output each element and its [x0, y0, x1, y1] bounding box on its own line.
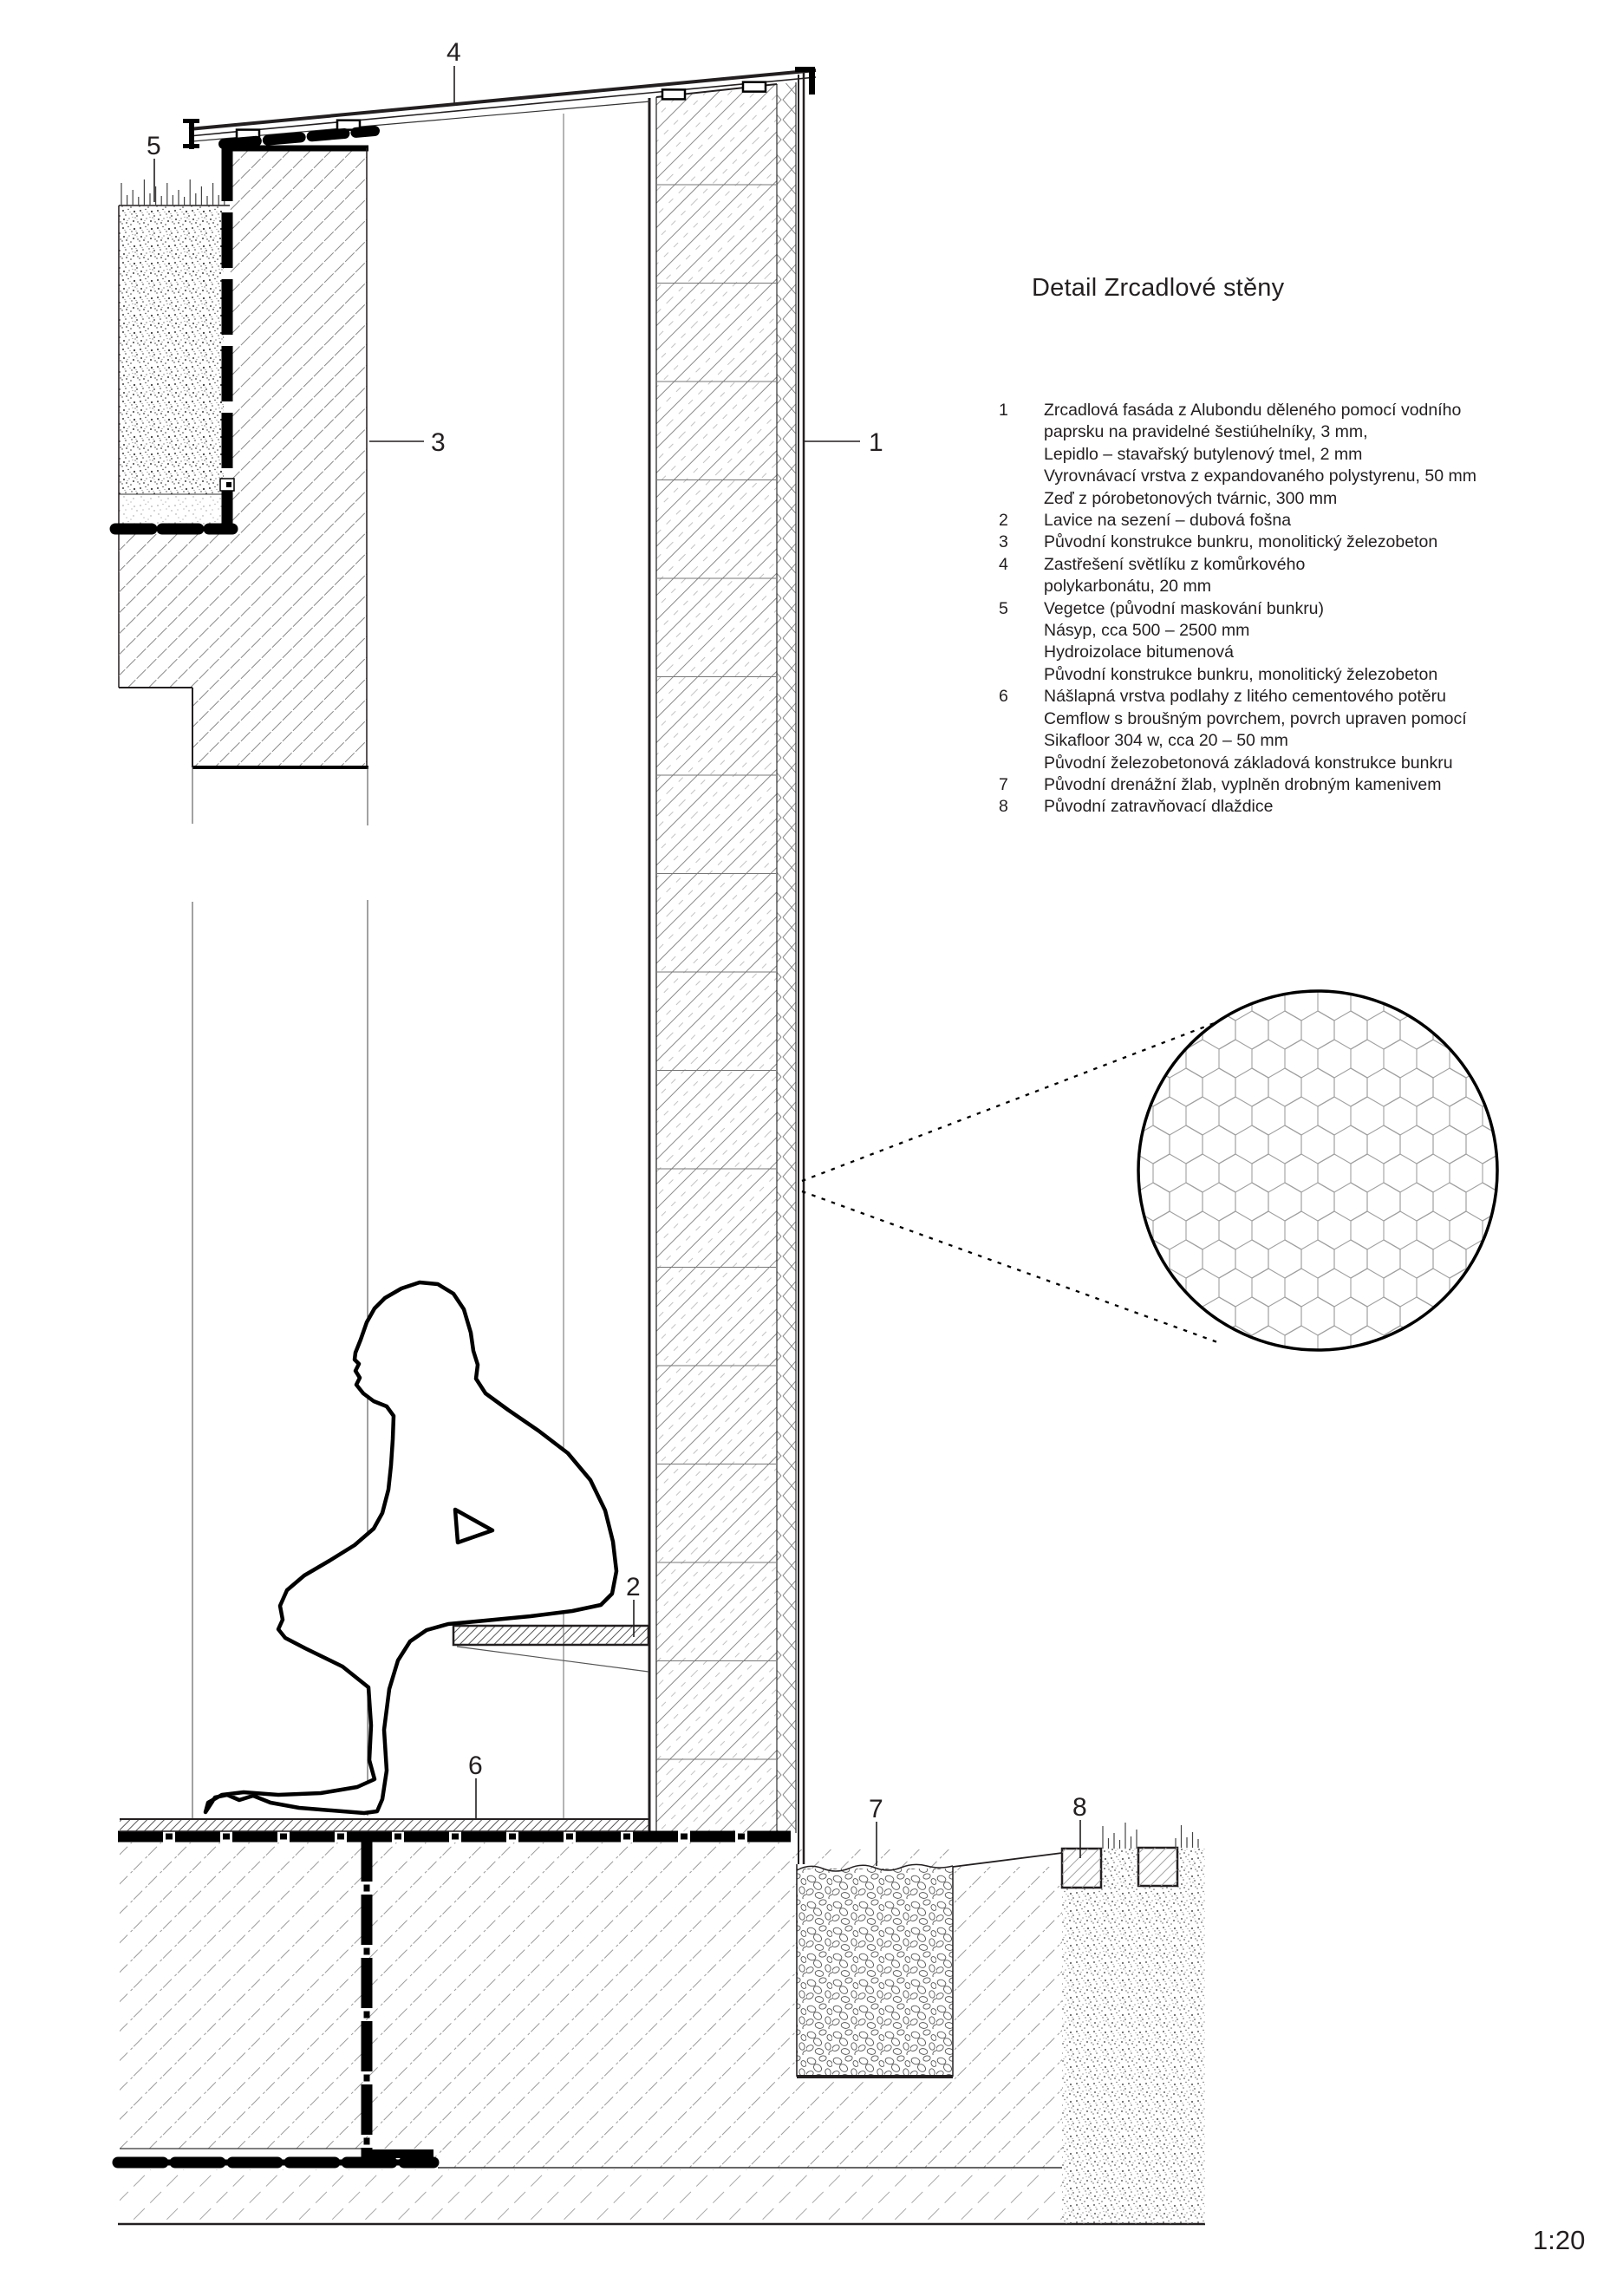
marker-4: 4: [446, 38, 461, 67]
legend-item-text: Zrcadlová fasáda z Alubondu děleného pomocí vodního paprsku na pravidelné šestiúhelníky, 3 mm, Lepidlo – stavařský butylenový tmel, 2 mm Vyrovnávací vrstva z expandovaného polystyrenu, 50 mm Zeď z pórobetonových tvárnic, 300 mm: [1044, 401, 1476, 508]
drawing-title: Detail Zrcadlové stěny: [1032, 274, 1285, 302]
legend-item-number: 8: [999, 797, 1008, 817]
marker-5: 5: [147, 132, 161, 160]
hexagon-detail-callout: [802, 991, 1497, 1350]
legend-item: [999, 554, 1610, 598]
hexagon-facade-detail-circle: [1138, 991, 1497, 1350]
legend-item: [999, 510, 1610, 532]
legend-item-text: Původní zatravňovací dlaždice: [1044, 797, 1274, 817]
legend-item-number: 6: [999, 687, 1008, 707]
legend-item-text: Lavice na sezení – dubová fošna: [1044, 511, 1292, 531]
legend-item: [999, 796, 1610, 818]
grass-pavers: [1062, 1823, 1205, 2224]
legend-item-number: 4: [999, 554, 1008, 574]
subgrade-band: [120, 2169, 1062, 2222]
floor-screed: [120, 1819, 649, 1831]
grass-blades: [121, 179, 225, 205]
grass-blades: [1103, 1823, 1198, 1849]
seated-figure: [205, 1282, 616, 1813]
legend-item-text: Vegetce (původní maskování bunkru) Násyp, cca 500 – 2500 mm Hydroizolace bitumenová Původní konstrukce bunkru, monolitický železobeton: [1044, 598, 1438, 684]
legend-item-text: Původní konstrukce bunkru, monolitický železobeton: [1044, 532, 1438, 552]
legend-item: [999, 774, 1610, 796]
marker-6: 6: [468, 1751, 483, 1780]
legend-item-number: 1: [999, 401, 1008, 420]
legend: [999, 400, 1610, 819]
legend-item-text: Původní drenážní žlab, vyplněn drobným kamenivem: [1044, 774, 1442, 794]
bench: [453, 1626, 649, 1672]
legend-item-text: Zastřešení světlíku z komůrkového polykarbonátu, 20 mm: [1044, 554, 1306, 597]
legend-item-number: 5: [999, 598, 1008, 618]
legend-item: [999, 686, 1610, 774]
drainage-channel: [797, 1864, 953, 2077]
legend-item-number: 2: [999, 511, 1008, 531]
aerated-concrete-wall: [656, 84, 777, 1833]
polystyrene-insulation: [777, 82, 796, 1833]
exterior-grade-line: [953, 1853, 1062, 1867]
roof-clip: [662, 89, 685, 99]
mirror-facade: [798, 73, 804, 1864]
wall-assembly: [649, 73, 804, 1864]
legend-item: [999, 598, 1610, 687]
legend-item-number: 3: [999, 532, 1008, 552]
scale-label: 1:20: [1533, 2225, 1586, 2255]
legend-list: [999, 400, 1610, 819]
bench-support: [457, 1647, 649, 1672]
leveling-sand-band: [119, 494, 224, 525]
legend-item-text: Nášlapná vrstva podlahy z litého cementového potěru Cemflow s broušným povrchem, povrch upraven pomocí Sikafloor 304 w, cca 20 – 50 mm Původní železobetonová základová konstrukce bunkru: [1044, 687, 1467, 773]
marker-3: 3: [431, 428, 446, 457]
legend-item: [999, 400, 1610, 510]
marker-2: 2: [626, 1573, 641, 1601]
legend-item: [999, 532, 1610, 553]
roof-clip: [743, 82, 766, 92]
marker-7: 7: [869, 1795, 883, 1823]
legend-item-number: 7: [999, 774, 1008, 794]
marker-1: 1: [869, 428, 883, 457]
sand-column: [1062, 1849, 1205, 2224]
marker-8: 8: [1072, 1793, 1087, 1822]
roof-end-bracket-left: [183, 119, 199, 149]
